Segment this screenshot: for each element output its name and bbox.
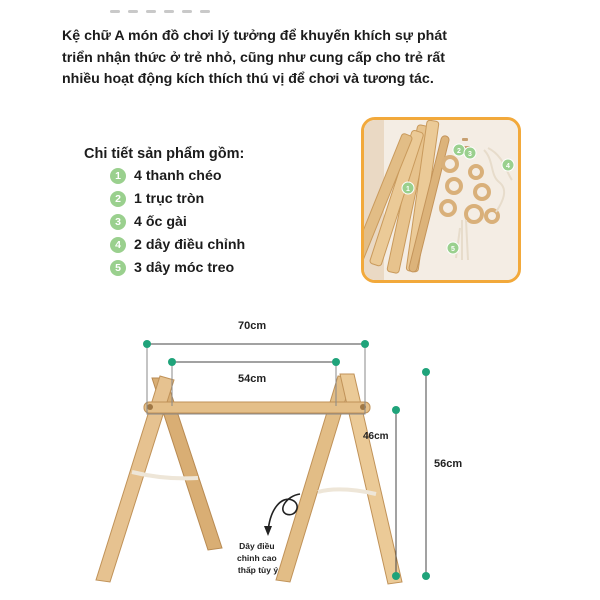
detail-list [110,164,245,279]
photo-marker: 3 [468,151,472,158]
number-badge: 1 [110,168,126,184]
item-text: 1 trục tròn [134,190,205,207]
dimension-width-inner: 54cm [238,373,267,385]
number-badge: 4 [110,237,126,253]
product-parts-photo [361,117,521,283]
number-badge: 5 [110,260,126,276]
photo-marker: 5 [451,246,455,253]
intro-line: triển nhận thức ở trẻ nhỏ, cũng như cung cấp cho trẻ rất [62,49,445,66]
top-decor-strip [110,0,270,5]
number-badge: 2 [110,191,126,207]
intro-line: Kệ chữ A món đồ chơi lý tưởng để khuyến khích sự phát [62,28,447,44]
number-badge: 3 [110,214,126,230]
photo-marker: 2 [457,148,461,155]
list-item [110,187,245,210]
details-title: Chi tiết sản phẩm gồm: [84,146,245,162]
dimension-height-inner: 46cm [363,431,389,442]
parts-illustration [364,120,518,280]
item-text: 3 dây móc treo [134,259,235,276]
item-text: 2 dây điều chỉnh [134,236,246,253]
annotation-line: chỉnh cao [236,553,277,563]
photo-marker: 1 [406,186,410,193]
a-frame-diagram [0,300,600,600]
dimension-width-outer: 70cm [238,320,267,332]
list-item [110,233,245,256]
dimension-height-outer: 56cm [434,458,463,470]
list-item [110,256,245,279]
rope-annotation [237,541,279,575]
list-item [110,210,245,233]
annotation-line: thấp tùy ý [237,565,279,575]
annotation-line: Dây điều [239,541,275,551]
photo-marker: 4 [506,163,510,170]
intro-line: nhiều hoạt động kích thích thú vị để chơi và tương tác. [62,71,434,87]
intro-paragraph [62,26,542,91]
item-text: 4 thanh chéo [134,167,222,184]
list-item [110,164,245,187]
item-text: 4 ốc gài [134,213,187,230]
